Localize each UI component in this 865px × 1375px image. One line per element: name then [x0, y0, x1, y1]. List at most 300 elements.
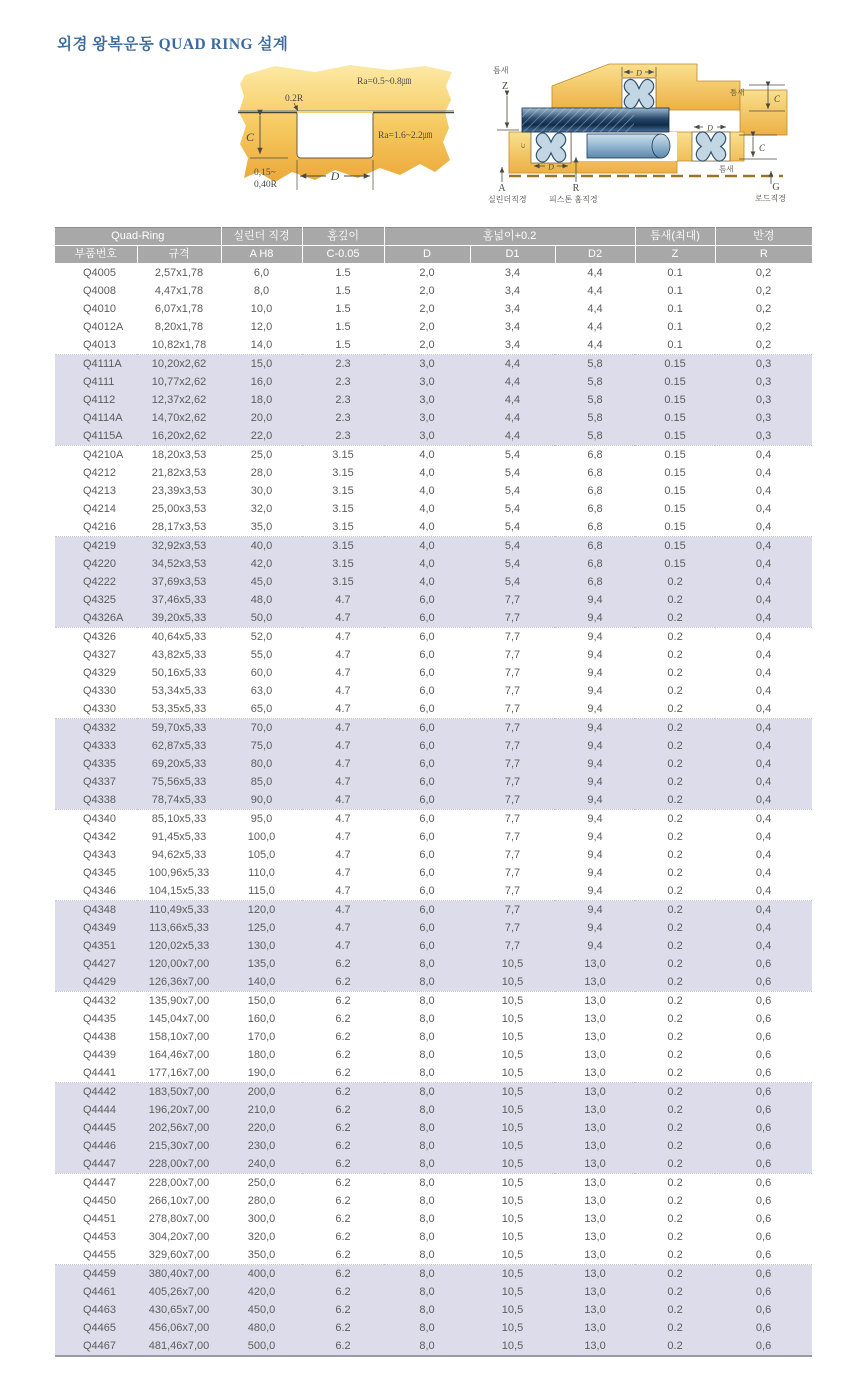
value-cell: 6.2 — [335, 1322, 351, 1334]
value-cell: 0.15 — [664, 485, 686, 497]
value-cell: 10,5 — [501, 1104, 524, 1116]
value-cell: 10,5 — [501, 1340, 524, 1352]
table-row — [55, 1301, 812, 1319]
part-number-cell: Q4330 — [83, 703, 117, 715]
value-cell: 3,4 — [504, 303, 521, 315]
value-cell: 13,0 — [555, 1083, 635, 1102]
value-cell: 9,4 — [587, 849, 603, 861]
part-number-cell: Q4112 — [83, 394, 116, 406]
part-number-cell: Q4445 — [83, 1122, 117, 1134]
depth-c-lower-label: C — [759, 143, 766, 153]
value-cell: 12,0 — [250, 321, 273, 333]
value-cell: 0,4 — [755, 740, 772, 752]
groove-d-left-label: D — [548, 162, 554, 172]
value-cell: 250,0 — [221, 1174, 302, 1193]
value-cell: 5,8 — [587, 412, 603, 424]
value-cell: 0.2 — [667, 922, 683, 934]
value-cell: 9,4 — [587, 594, 603, 606]
value-cell: 104,15x5,33 — [148, 885, 210, 897]
value-cell: 500,0 — [247, 1340, 276, 1352]
value-cell: 9,4 — [555, 901, 635, 920]
value-cell: 0.2 — [667, 831, 683, 843]
gap-top-left-label: 틈새 — [493, 66, 509, 75]
value-cell: 5,4 — [504, 485, 521, 497]
value-cell: 202,56x7,00 — [148, 1122, 210, 1134]
value-cell: 0.2 — [667, 649, 683, 661]
value-cell: 13,0 — [584, 1104, 606, 1116]
value-cell: 7,7 — [504, 703, 521, 715]
value-cell: 13,0 — [584, 1158, 606, 1170]
value-cell: 60,0 — [250, 667, 273, 679]
value-cell: 4.7 — [302, 901, 384, 920]
value-cell: 4,4 — [504, 394, 521, 406]
value-cell: 13,0 — [584, 1049, 606, 1061]
value-cell: 6,0 — [419, 922, 435, 934]
value-cell: 4.7 — [335, 612, 351, 624]
value-cell: 0.2 — [667, 1213, 683, 1225]
gap-bottom-label: 틈새 — [719, 164, 734, 174]
value-cell: 7,7 — [470, 901, 555, 920]
part-number-cell: Q4461 — [83, 1286, 117, 1298]
value-cell: 13,0 — [584, 1140, 606, 1152]
table-row — [55, 719, 812, 738]
value-cell: 4,4 — [504, 430, 521, 442]
value-cell: 0.2 — [667, 758, 683, 770]
value-cell: 13,0 — [584, 1195, 606, 1207]
value-cell: 2,57x1,78 — [154, 267, 204, 279]
value-cell: 0,3 — [755, 412, 772, 424]
value-cell: 0,6 — [755, 1067, 772, 1079]
bottom-radius-label: 0,40R — [254, 180, 277, 190]
value-cell: 6.2 — [302, 1174, 384, 1193]
value-cell: 0,6 — [755, 1158, 772, 1170]
value-cell: 10,5 — [501, 1213, 524, 1225]
value-cell: 0,6 — [755, 1104, 772, 1116]
value-cell: 380,40x7,00 — [137, 1265, 221, 1284]
table-row — [55, 1028, 812, 1046]
col-c: C-0.05 — [302, 246, 384, 264]
groove-d-right-label: D — [707, 123, 713, 133]
value-cell: 13,0 — [584, 1249, 606, 1261]
value-cell: 480,0 — [247, 1322, 276, 1334]
part-number-cell: Q4216 — [83, 521, 117, 533]
value-cell: 4.7 — [335, 776, 351, 788]
part-number-cell: Q4427 — [83, 958, 117, 970]
value-cell: 6.2 — [335, 1231, 351, 1243]
page-title: 외경 왕복운동 QUAD RING 설계 — [57, 36, 289, 53]
value-cell: 10,5 — [470, 1083, 555, 1102]
value-cell: 3.15 — [332, 558, 354, 570]
header-groove-depth: 홈깊이 — [302, 228, 384, 246]
value-cell: 0.2 — [635, 901, 715, 920]
value-cell: 164,46x7,00 — [148, 1049, 210, 1061]
table-row — [55, 464, 812, 482]
value-cell: 9,4 — [587, 831, 603, 843]
value-cell: 9,4 — [587, 685, 603, 697]
part-number-cell: Q4451 — [83, 1213, 117, 1225]
part-number-cell: Q4337 — [83, 776, 117, 788]
part-number-cell: Q4010 — [83, 303, 117, 315]
value-cell: 94,62x5,33 — [151, 849, 207, 861]
value-cell: 4,0 — [419, 576, 435, 588]
value-cell: 16,0 — [250, 376, 273, 388]
value-cell: 18,20x3,53 — [137, 446, 221, 465]
value-cell: 70,0 — [221, 719, 302, 738]
value-cell: 3,0 — [419, 412, 435, 424]
value-cell: 8,0 — [419, 1158, 435, 1170]
value-cell: 6,0 — [419, 612, 435, 624]
value-cell: 0,2 — [755, 267, 772, 279]
value-cell: 6.2 — [302, 1265, 384, 1284]
value-cell: 0,4 — [755, 922, 772, 934]
header-radius: 반경 — [715, 228, 812, 246]
value-cell: 85,0 — [250, 776, 273, 788]
table-row — [55, 1319, 812, 1337]
value-cell: 0.15 — [635, 537, 715, 556]
value-cell: 130,0 — [247, 940, 276, 952]
value-cell: 4,4 — [587, 321, 603, 333]
value-cell: 0.2 — [635, 1174, 715, 1193]
value-cell: 52,0 — [221, 628, 302, 647]
groove-depth-label: C — [245, 130, 254, 144]
part-number-cell: Q4338 — [83, 794, 117, 806]
table-row — [55, 518, 812, 537]
table-row — [55, 810, 812, 829]
part-number-cell: Q4008 — [83, 285, 117, 297]
value-cell: 10,5 — [501, 1304, 524, 1316]
value-cell: 0.1 — [667, 267, 683, 279]
value-cell: 10,5 — [501, 958, 524, 970]
table-row — [55, 1119, 812, 1137]
value-cell: 1.5 — [335, 285, 351, 297]
value-cell: 200,0 — [221, 1083, 302, 1102]
col-z: Z — [635, 246, 715, 264]
value-cell: 7,7 — [504, 685, 521, 697]
value-cell: 230,0 — [247, 1140, 276, 1152]
value-cell: 48,0 — [250, 594, 273, 606]
part-number-cell: Q4210A — [55, 446, 137, 465]
table-row — [55, 409, 812, 427]
table-row — [55, 992, 812, 1011]
value-cell: 9,4 — [587, 667, 603, 679]
value-cell: 126,36x7,00 — [148, 976, 210, 988]
value-cell: 13,0 — [584, 1322, 606, 1334]
value-cell: 6.2 — [335, 1340, 351, 1352]
value-cell: 0.2 — [635, 992, 715, 1011]
value-cell: 5,4 — [504, 467, 521, 479]
value-cell: 190,0 — [247, 1067, 276, 1079]
value-cell: 13,0 — [584, 1031, 606, 1043]
value-cell: 7,7 — [504, 885, 521, 897]
value-cell: 6,0 — [419, 649, 435, 661]
value-cell: 0,2 — [755, 285, 772, 297]
value-cell: 2.3 — [335, 394, 351, 406]
part-number-cell: Q4114A — [83, 412, 123, 424]
table-row — [55, 373, 812, 391]
value-cell: 6.2 — [335, 1049, 351, 1061]
value-cell: 10,20x2,62 — [137, 355, 221, 374]
table-row — [55, 609, 812, 628]
rod-dia-label: 로드직경 — [755, 194, 786, 203]
value-cell: 5,4 — [470, 446, 555, 465]
table-body — [55, 264, 812, 1357]
value-cell: 5,8 — [555, 355, 635, 374]
part-number-cell: Q4444 — [83, 1104, 117, 1116]
value-cell: 0,6 — [755, 1013, 772, 1025]
part-number-cell: Q4438 — [83, 1031, 117, 1043]
part-number-cell: Q4214 — [83, 503, 117, 515]
value-cell: 7,7 — [504, 612, 521, 624]
value-cell: 9,4 — [555, 719, 635, 738]
value-cell: 0.2 — [667, 976, 683, 988]
value-cell: 0.15 — [664, 376, 686, 388]
value-cell: 3.15 — [332, 467, 354, 479]
table-row — [55, 482, 812, 500]
value-cell: 4,0 — [419, 521, 435, 533]
value-cell: 4,4 — [504, 412, 521, 424]
value-cell: 6,0 — [419, 740, 435, 752]
value-cell: 2.3 — [335, 376, 351, 388]
value-cell: 1.5 — [335, 303, 351, 315]
value-cell: 6.2 — [335, 976, 351, 988]
value-cell: 4,0 — [419, 467, 435, 479]
value-cell: 4.7 — [335, 703, 351, 715]
value-cell: 9,4 — [587, 940, 603, 952]
value-cell: 0.15 — [635, 355, 715, 374]
value-cell: 3.15 — [332, 503, 354, 515]
table-row — [55, 391, 812, 409]
value-cell: 170,0 — [247, 1031, 276, 1043]
value-cell: 0,6 — [755, 1213, 772, 1225]
value-cell: 42,0 — [250, 558, 273, 570]
value-cell: 12,37x2,62 — [151, 394, 207, 406]
part-number-cell: Q4439 — [83, 1049, 117, 1061]
depth-c-right-label: C — [774, 94, 781, 104]
part-number-cell: Q4327 — [83, 649, 117, 661]
part-number-cell: Q4463 — [83, 1304, 117, 1316]
value-cell: 0,6 — [715, 992, 812, 1011]
value-cell: 16,20x2,62 — [151, 430, 207, 442]
value-cell: 0.2 — [667, 1013, 683, 1025]
piston-dia-letter: R — [572, 183, 580, 194]
value-cell: 0,6 — [755, 1122, 772, 1134]
value-cell: 35,0 — [250, 521, 273, 533]
value-cell: 6,0 — [419, 831, 435, 843]
value-cell: 9,4 — [587, 885, 603, 897]
value-cell: 0.2 — [667, 612, 683, 624]
value-cell: 13,0 — [584, 976, 606, 988]
table-row — [55, 500, 812, 518]
value-cell: 135,0 — [247, 958, 276, 970]
value-cell: 0.2 — [667, 685, 683, 697]
value-cell: 6,0 — [384, 719, 470, 738]
value-cell: 0,4 — [755, 831, 772, 843]
part-number-cell: Q4429 — [83, 976, 117, 988]
value-cell: 10,5 — [501, 1049, 524, 1061]
value-cell: 135,90x7,00 — [137, 992, 221, 1011]
value-cell: 7,7 — [504, 849, 521, 861]
value-cell: 4.7 — [335, 667, 351, 679]
value-cell: 0,6 — [755, 976, 772, 988]
table-row — [55, 336, 812, 355]
value-cell: 10,5 — [501, 976, 524, 988]
value-cell: 14,0 — [250, 339, 273, 351]
value-cell: 320,0 — [247, 1231, 276, 1243]
value-cell: 90,0 — [250, 794, 273, 806]
value-cell: 21,82x3,53 — [151, 467, 207, 479]
value-cell: 0,6 — [755, 1231, 772, 1243]
table-row — [55, 664, 812, 682]
value-cell: 53,34x5,33 — [151, 685, 207, 697]
value-cell: 4.7 — [302, 628, 384, 647]
value-cell: 65,0 — [250, 703, 273, 715]
part-number-cell: Q4453 — [83, 1231, 117, 1243]
part-number-cell: Q4346 — [83, 885, 117, 897]
value-cell: 0.2 — [667, 1340, 683, 1352]
value-cell: 0.1 — [667, 339, 683, 351]
value-cell: 5,4 — [504, 558, 521, 570]
value-cell: 8,0 — [419, 1304, 435, 1316]
value-cell: 69,20x5,33 — [151, 758, 207, 770]
value-cell: 13,0 — [584, 1286, 606, 1298]
table-row — [55, 555, 812, 573]
value-cell: 0,4 — [715, 810, 812, 829]
value-cell: 0.2 — [667, 703, 683, 715]
part-number-cell: Q4459 — [55, 1265, 137, 1284]
value-cell: 9,4 — [587, 776, 603, 788]
table-row — [55, 682, 812, 700]
value-cell: 8,0 — [419, 1049, 435, 1061]
part-number-cell: Q4442 — [55, 1083, 137, 1102]
value-cell: 183,50x7,00 — [137, 1083, 221, 1102]
part-number-cell: Q4349 — [83, 922, 117, 934]
part-number-cell: Q4447 — [55, 1174, 137, 1193]
value-cell: 2,0 — [419, 321, 435, 333]
value-cell: 113,66x5,33 — [149, 922, 209, 934]
table-row — [55, 919, 812, 937]
value-cell: 7,7 — [504, 758, 521, 770]
table-row — [55, 1010, 812, 1028]
value-cell: 177,16x7,00 — [148, 1067, 210, 1079]
value-cell: 0,3 — [755, 394, 772, 406]
value-cell: 0,4 — [715, 537, 812, 556]
value-cell: 8,0 — [419, 1031, 435, 1043]
table-row — [55, 646, 812, 664]
value-cell: 456,06x7,00 — [148, 1322, 210, 1334]
value-cell: 9,4 — [587, 612, 603, 624]
value-cell: 10,5 — [501, 1013, 524, 1025]
value-cell: 40,64x5,33 — [137, 628, 221, 647]
col-r: R — [715, 246, 812, 264]
value-cell: 6,0 — [419, 867, 435, 879]
value-cell: 8,0 — [419, 1322, 435, 1334]
value-cell: 5,4 — [470, 537, 555, 556]
value-cell: 7,7 — [470, 810, 555, 829]
table-row — [55, 446, 812, 465]
value-cell: 6,8 — [587, 503, 603, 515]
value-cell: 13,0 — [584, 1340, 606, 1352]
value-cell: 7,7 — [504, 667, 521, 679]
value-cell: 120,00x7,00 — [148, 958, 210, 970]
value-cell: 0,4 — [755, 776, 772, 788]
value-cell: 7,7 — [504, 831, 521, 843]
value-cell: 0.1 — [667, 285, 683, 297]
value-cell: 34,52x3,53 — [151, 558, 207, 570]
value-cell: 481,46x7,00 — [148, 1340, 210, 1352]
value-cell: 266,10x7,00 — [148, 1195, 210, 1207]
value-cell: 0.2 — [667, 1122, 683, 1134]
value-cell: 6,8 — [555, 537, 635, 556]
value-cell: 80,0 — [250, 758, 273, 770]
part-number-cell: Q4111 — [83, 376, 115, 388]
value-cell: 125,0 — [247, 922, 276, 934]
value-cell: 5,8 — [587, 394, 603, 406]
header-clearance: 틈새(최대) — [635, 228, 715, 246]
value-cell: 8,0 — [419, 1231, 435, 1243]
value-cell: 2,0 — [419, 303, 435, 315]
value-cell: 3.15 — [332, 576, 354, 588]
value-cell: 100,0 — [247, 831, 276, 843]
value-cell: 215,30x7,00 — [148, 1140, 210, 1152]
value-cell: 2,0 — [419, 285, 435, 297]
value-cell: 278,80x7,00 — [148, 1213, 210, 1225]
value-cell: 6.2 — [302, 992, 384, 1011]
value-cell: 0,4 — [755, 612, 772, 624]
table-row — [55, 937, 812, 955]
value-cell: 8,0 — [384, 992, 470, 1011]
value-cell: 4.7 — [335, 758, 351, 770]
part-number-cell: Q4325 — [83, 594, 117, 606]
table-row — [55, 1192, 812, 1210]
part-number-cell: Q4446 — [83, 1140, 117, 1152]
value-cell: 6.2 — [335, 1304, 351, 1316]
value-cell: 10,5 — [470, 1174, 555, 1193]
value-cell: 0.2 — [667, 849, 683, 861]
value-cell: 7,7 — [504, 867, 521, 879]
part-number-cell: Q4005 — [83, 267, 117, 279]
value-cell: 6,8 — [555, 446, 635, 465]
value-cell: 6,8 — [587, 485, 603, 497]
part-number-cell: Q4115A — [83, 430, 123, 442]
value-cell: 4.7 — [335, 867, 351, 879]
value-cell: 7,7 — [504, 922, 521, 934]
value-cell: 0.15 — [664, 558, 686, 570]
value-cell: 0,4 — [755, 885, 772, 897]
value-cell: 6,0 — [419, 885, 435, 897]
value-cell: 0,6 — [755, 1340, 772, 1352]
value-cell: 6.2 — [335, 1195, 351, 1207]
value-cell: 62,87x5,33 — [151, 740, 207, 752]
value-cell: 4,0 — [419, 558, 435, 570]
value-cell: 25,0 — [221, 446, 302, 465]
depth-c-left-label: C — [520, 143, 527, 148]
value-cell: 7,7 — [504, 649, 521, 661]
value-cell: 75,0 — [250, 740, 273, 752]
value-cell: 10,5 — [501, 1286, 524, 1298]
table-row — [55, 1228, 812, 1246]
part-number-cell: Q4213 — [83, 485, 117, 497]
value-cell: 0.2 — [667, 1104, 683, 1116]
value-cell: 6,8 — [587, 467, 603, 479]
table-row — [55, 955, 812, 973]
table-row — [55, 573, 812, 591]
table-row — [55, 355, 812, 374]
value-cell: 53,35x5,33 — [151, 703, 207, 715]
table-row — [55, 773, 812, 791]
table-row — [55, 318, 812, 336]
value-cell: 13,0 — [555, 1174, 635, 1193]
value-cell: 8,0 — [253, 285, 270, 297]
